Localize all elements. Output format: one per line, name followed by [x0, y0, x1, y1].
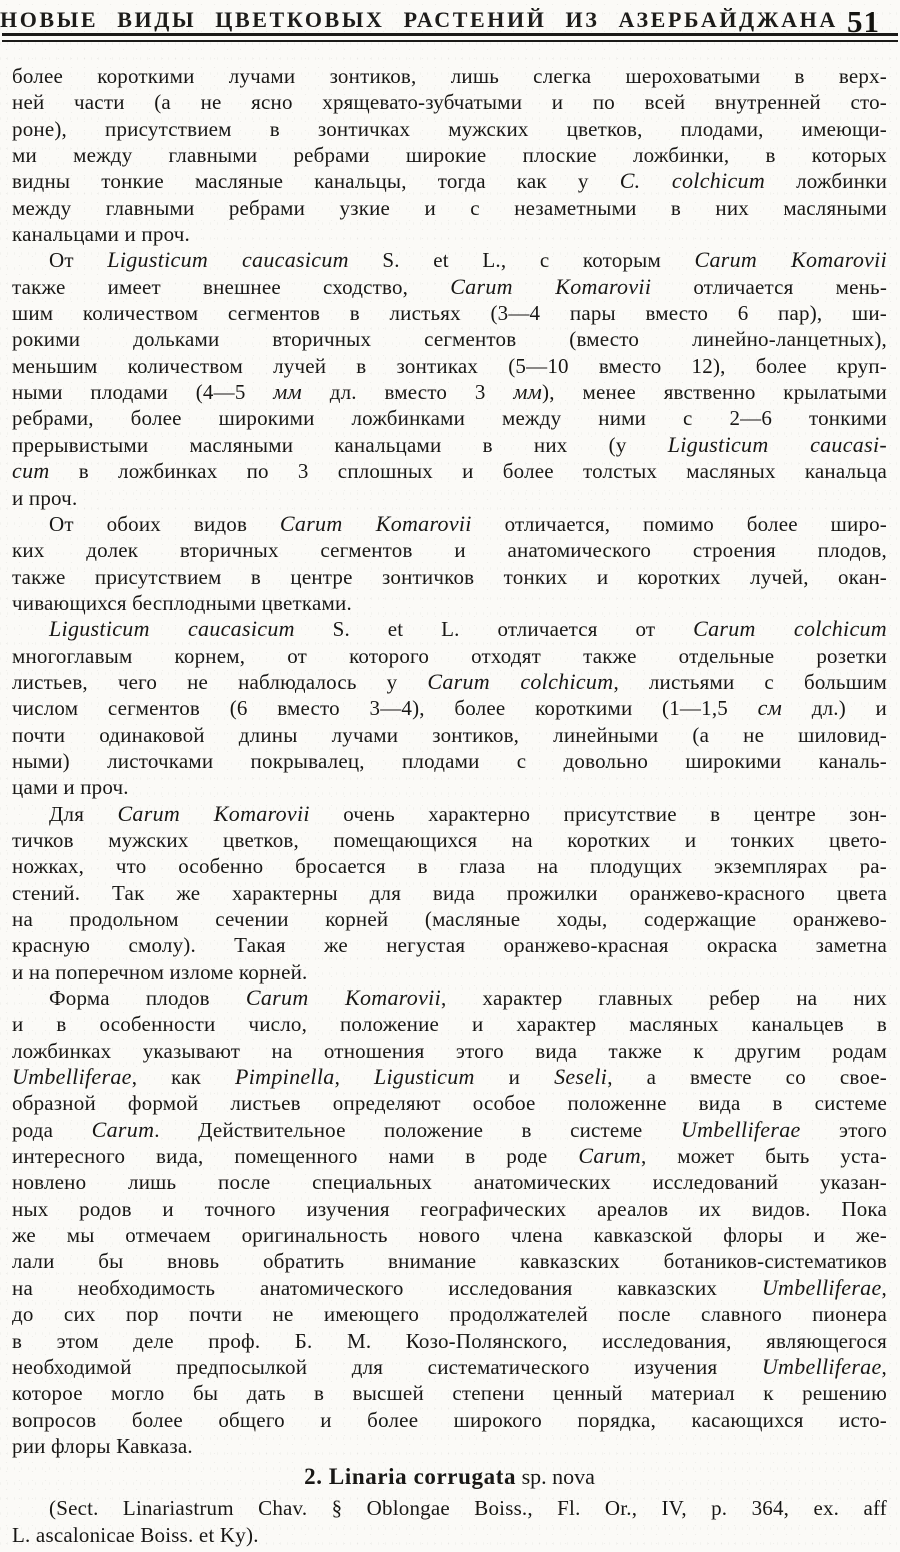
text-line — [12, 1064, 887, 1090]
paragraph — [12, 63, 887, 247]
text-run: чивающихся бесплодными цветками. — [12, 590, 352, 615]
species-heading — [12, 1462, 887, 1492]
text-line — [12, 1522, 887, 1548]
text-line — [12, 774, 887, 800]
text-run: ных родов и точного изучения географических ареалов их видов. Пока — [12, 1196, 887, 1221]
latin-name-italic: Pimpinella — [235, 1064, 335, 1090]
text-line — [12, 932, 887, 958]
text-run: ), менее явственно крылатыми — [542, 380, 887, 405]
text-line — [12, 1495, 887, 1521]
text-line — [12, 63, 887, 89]
text-line — [12, 537, 887, 563]
text-run: новлено лишь после специальных анатомических исследований указан- — [12, 1170, 887, 1195]
text-line — [12, 1143, 887, 1169]
latin-name-italic: Ligusticum caucasicum — [49, 616, 295, 642]
text-line — [12, 616, 887, 642]
text-run: более короткими лучами зонтиков, лишь слегка шероховатыми в верх- — [12, 64, 887, 88]
text-run: и проч. — [12, 485, 78, 510]
paragraph — [12, 247, 887, 510]
species-heading-rank: sp. nova — [516, 1464, 595, 1490]
text-run: образной формой листьев определяют особое положенне вида в системе — [12, 1091, 887, 1116]
text-run: ребрами, более широкими ложбинками между ними с 2—6 тонкими — [12, 406, 887, 431]
text-run: и — [474, 1065, 555, 1090]
text-line — [12, 643, 887, 669]
text-line — [12, 1301, 887, 1327]
page-header-title: НОВЫЕ ВИДЫ ЦВЕТКОВЫХ РАСТЕНИЙ ИЗ АЗЕРБАЙДЖАНА — [0, 7, 838, 32]
text-line — [12, 748, 887, 774]
text-run: тичков мужских цветков, помещающихся на коротких и тонких цвето- — [12, 827, 887, 852]
text-run: на необходимость анатомического исследования кавказских — [12, 1275, 762, 1300]
text-line — [12, 985, 887, 1011]
text-line — [12, 1248, 887, 1274]
text-run: числом сегментов (6 вместо 3—4), более короткими (1—1,5 — [12, 696, 758, 721]
text-run: также имеет внешнее сходство, — [12, 274, 451, 299]
text-run: ными) листочками покрывалец, плодами с довольно широкими каналь- — [12, 748, 887, 773]
text-run: видны тонкие масляные канальцы, тогда как у — [12, 169, 620, 194]
text-line — [12, 801, 887, 827]
text-run: От обоих видов — [49, 511, 280, 536]
latin-name-italic: Carum Komarovii — [279, 510, 472, 536]
text-line — [12, 722, 887, 748]
text-line — [12, 485, 887, 511]
latin-name-italic: см — [757, 695, 783, 721]
text-line — [12, 326, 887, 352]
latin-name-italic: Seseli — [554, 1064, 608, 1090]
latin-name-italic: Carum Komarovii — [694, 247, 888, 273]
text-run: многоглавым корнем, от которого отходят также отдельные розетки — [12, 643, 887, 668]
text-run: также присутствием в центре зонтичков тонких и коротких лучей, окан- — [12, 564, 887, 589]
header-double-rule — [2, 33, 898, 42]
text-run: ми между главными ребрами широкие плоские ложбинки, в которых — [12, 143, 887, 168]
text-run: очень характерно присутствие в центре зон- — [309, 801, 887, 826]
page-body — [12, 63, 887, 1552]
text-run: в ложбинках по 3 сплошных и более толстых масляных канальца — [49, 459, 887, 484]
text-run: на продольном сечении корней (масляные ходы, содержащие оранжево- — [12, 907, 887, 931]
text-line — [12, 590, 887, 616]
text-run: (Sect. Linariastrum Chav. § Oblongae Boiss., Fl. Or., IV, p. 364, ex. aff — [49, 1496, 887, 1521]
text-run: дл.) и — [782, 696, 887, 721]
latin-name-italic: мм — [273, 379, 302, 405]
text-line — [12, 511, 887, 537]
latin-name-italic: Carum colchicum — [427, 668, 614, 694]
latin-name-italic: Carum colchicum — [693, 616, 887, 642]
paragraph — [12, 1495, 887, 1548]
latin-name-italic: Ligusticum caucasi- — [667, 431, 887, 457]
page-number: 51 — [847, 4, 880, 39]
text-run: ких долек вторичных сегментов и анатомического строения плодов, — [12, 538, 887, 563]
latin-name-italic: мм — [513, 379, 543, 405]
text-line — [12, 853, 887, 879]
text-run: отличается мень- — [651, 274, 888, 299]
text-run: рода — [12, 1117, 92, 1142]
text-run: . Действительное положение в системе — [154, 1117, 681, 1142]
text-run: листьев, чего не наблюдалось у — [12, 669, 428, 694]
text-run: ными плодами (4—5 — [12, 380, 274, 405]
text-line — [12, 1222, 887, 1248]
text-run: между главными ребрами узкие и с незаметными в них масляными — [12, 195, 887, 220]
paragraph — [12, 616, 887, 800]
latin-name-italic: Carum — [91, 1116, 155, 1142]
text-run: в этом деле проф. Б. М. Козо-Полянского, исследования, являющегося — [12, 1328, 887, 1353]
text-run: рокими дольками вторичных сегментов (вместо линейно-ланцетных), — [12, 327, 887, 352]
latin-name-italic: Carum — [578, 1143, 641, 1169]
text-run: S. et L. отличается от — [294, 617, 694, 642]
text-line — [12, 1038, 887, 1064]
text-line — [12, 1433, 887, 1459]
species-heading-name: 2. Linaria corrugata — [304, 1464, 517, 1490]
text-run: отличается, помимо более широ- — [471, 511, 888, 536]
text-run: дл. вместо 3 — [301, 380, 514, 405]
text-line — [12, 168, 887, 194]
text-run: которое могло бы дать в высшей степени ценный материал к решению — [12, 1381, 887, 1406]
latin-name-italic: Umbelliferae — [12, 1064, 132, 1090]
text-run: Форма плодов — [49, 986, 246, 1011]
text-run: От — [49, 248, 108, 273]
text-run: ложбинки — [765, 169, 888, 194]
text-run: L. ascalonicae Boiss. et Ky). — [12, 1522, 259, 1547]
text-run: почти одинаковой длины лучами зонтиков, линейными (а не шиловид- — [12, 722, 887, 747]
latin-name-italic: Carum Komarovii — [450, 273, 652, 299]
text-line — [12, 195, 887, 221]
text-line — [12, 221, 887, 247]
text-run: интересного вида, помещенного нами в роде — [12, 1144, 579, 1169]
paragraph — [12, 985, 887, 1459]
text-run: прерывистыми масляными канальцами в них (у — [12, 432, 668, 457]
text-run: Для — [49, 801, 118, 826]
text-line — [12, 274, 887, 300]
text-run: стений. Так же характерны для вида прожилки оранжево-красного цвета — [12, 880, 887, 905]
latin-name-italic: Carum Komarovii — [117, 800, 310, 826]
text-run: красную смолу). Такая же негустая оранжево-красная окраска заметна — [12, 933, 887, 958]
text-line — [12, 1407, 887, 1433]
text-run: цами и проч. — [12, 775, 129, 800]
text-run: лали бы вновь обратить внимание кавказских ботаников-систематиков — [12, 1249, 887, 1274]
text-line — [12, 1090, 887, 1116]
text-line — [12, 1169, 887, 1195]
text-line — [12, 564, 887, 590]
text-line — [12, 353, 887, 379]
text-line — [12, 880, 887, 906]
text-line — [12, 906, 887, 932]
text-run: S. et L., с которым — [348, 248, 695, 273]
text-line — [12, 1275, 887, 1301]
paragraph — [12, 801, 887, 985]
text-line — [12, 1117, 887, 1143]
text-line — [12, 1354, 887, 1380]
text-run: шим количеством сегментов в листьях (3—4 пары вместо 6 пар), ши- — [12, 301, 887, 326]
text-line — [12, 827, 887, 853]
text-line — [12, 379, 887, 405]
text-line — [12, 1196, 887, 1222]
text-line — [12, 669, 887, 695]
text-run: же мы отмечаем оригинальность нового члена кавказской флоры и же- — [12, 1223, 887, 1248]
text-run: рии флоры Кавказа. — [12, 1433, 193, 1458]
text-line — [12, 116, 887, 142]
latin-name-italic: C. colchicum — [619, 168, 766, 194]
text-line — [12, 1380, 887, 1406]
text-run: , характер главных ребер на них — [440, 986, 887, 1011]
text-run: , — [881, 1354, 887, 1379]
text-line — [12, 959, 887, 985]
text-line — [12, 247, 887, 273]
text-run: ножках, что особенно бросается в глаза на плодущих экземплярах ра- — [12, 854, 887, 879]
text-run: , листьями с большим — [613, 669, 888, 694]
text-line — [12, 458, 887, 484]
latin-name-italic: Umbelliferae — [761, 1274, 882, 1300]
text-run: меньшим количеством лучей в зонтиках (5—10 вместо 12), более круп- — [12, 353, 887, 378]
text-run: канальцами и проч. — [12, 222, 190, 247]
text-run: , — [334, 1065, 374, 1090]
text-run: и в особенности число, положение и характер масляных канальцев в — [12, 1012, 887, 1037]
text-run: ложбинках указывают на отношения этого вида также к другим родам — [12, 1038, 887, 1063]
text-run: , как — [131, 1065, 236, 1090]
text-run: , может быть уста- — [640, 1144, 888, 1169]
latin-name-italic: Ligusticum caucasicum — [107, 247, 349, 273]
latin-name-italic: Umbelliferae — [761, 1353, 882, 1379]
text-line — [12, 89, 887, 115]
text-line — [12, 1011, 887, 1037]
text-run: необходимой предпосылкой для систематического изучения — [12, 1354, 762, 1379]
latin-name-italic: Ligusticum — [373, 1064, 475, 1090]
latin-name-italic: cum — [12, 458, 50, 484]
text-line — [12, 142, 887, 168]
text-run: этого — [800, 1117, 888, 1142]
latin-name-italic: Umbelliferae — [680, 1116, 801, 1142]
text-line — [12, 1328, 887, 1354]
text-run: и на поперечном изломе корней. — [12, 959, 308, 984]
paragraph — [12, 511, 887, 616]
text-run: ней части (а не ясно хрящевато-зубчатыми и по всей внутренней сто- — [12, 90, 887, 115]
text-line — [12, 405, 887, 431]
text-line — [12, 695, 887, 721]
text-run: , — [881, 1275, 887, 1300]
text-run: вопросов более общего и более широкого порядка, касающихся исто- — [12, 1407, 887, 1432]
latin-name-italic: Carum Komarovii — [245, 985, 441, 1011]
text-line — [12, 300, 887, 326]
text-run: до сих пор почти не имеющего продолжателей после славного пионера — [12, 1302, 887, 1327]
text-run: роне), присутствием в зонтичках мужских цветков, плодами, имеющи- — [12, 116, 887, 141]
text-run: , а вместе со свое- — [607, 1065, 887, 1090]
text-line — [12, 432, 887, 458]
